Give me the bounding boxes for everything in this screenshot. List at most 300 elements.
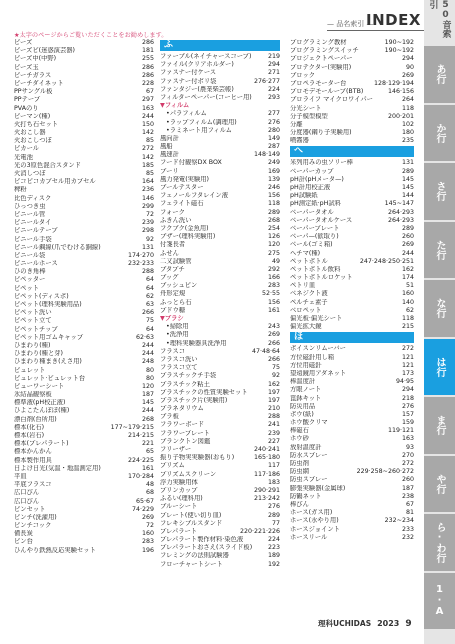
entry-name: 方眼ノート xyxy=(290,386,322,394)
entry-page: 264 xyxy=(401,96,414,104)
catalog-year: 2023 xyxy=(377,619,400,628)
syllabary-tab[interactable]: か行 xyxy=(424,105,455,162)
syllabary-tab[interactable]: は行 xyxy=(424,339,455,396)
entry-name: ベール(ゴミ箱) xyxy=(290,241,333,249)
entry-name: ブランクトン図鑑 xyxy=(160,437,211,445)
header-rule xyxy=(327,30,424,31)
index-entry xyxy=(14,145,154,153)
entry-name: ピペット xyxy=(14,284,40,292)
entry-page: 289 xyxy=(267,511,280,519)
index-entry xyxy=(14,432,154,440)
entry-page: 244 xyxy=(141,350,154,358)
entry-page: 233 xyxy=(401,525,414,533)
entry-page: 224 xyxy=(267,85,280,93)
index-entry xyxy=(160,258,280,266)
index-entry xyxy=(160,503,280,511)
index-entry xyxy=(14,162,154,170)
entry-name: ピペット用ゴムキャップ xyxy=(14,333,84,341)
index-entry xyxy=(14,481,154,489)
entry-page: 94·95 xyxy=(395,378,414,386)
entry-page: 65 xyxy=(145,448,154,456)
index-entry xyxy=(14,547,154,555)
entry-name: ビニール鋼線(爪でむける銅線) xyxy=(14,243,101,251)
entry-page: 224 xyxy=(267,536,280,544)
entry-name: ビニールホース xyxy=(14,260,58,268)
index-entry xyxy=(14,334,154,342)
index-entry xyxy=(160,233,280,241)
entry-name: プラスチックチ手袋 xyxy=(160,372,217,380)
entry-page: 289 xyxy=(267,208,280,216)
entry-name: 標本(化石) xyxy=(14,423,45,431)
entry-name: ピンセット xyxy=(14,505,46,513)
syllabary-tab[interactable]: さ行 xyxy=(424,163,455,220)
index-entry xyxy=(160,413,280,421)
index-entry xyxy=(160,544,280,552)
entry-name: プロジェクトペーパー xyxy=(290,55,353,63)
entry-name: ふっとら石 xyxy=(160,298,192,306)
bold-page-note: ★太字のページからご覧いただくことをお勧めします。 xyxy=(14,32,168,39)
entry-page: 260 xyxy=(401,476,414,484)
entry-name: ホースリール xyxy=(290,533,328,541)
index-entry xyxy=(160,159,280,167)
entry-name: 防災用品 xyxy=(290,402,316,410)
sidebar-title: 50音索引 xyxy=(424,0,455,44)
entry-name: ヘチマ(種) xyxy=(290,249,321,257)
index-entry xyxy=(160,307,280,315)
entry-name: ふせん xyxy=(160,249,179,257)
entry-page: 118 xyxy=(401,315,414,322)
entry-page: 266 xyxy=(141,309,154,317)
entry-page: 268 xyxy=(267,216,280,224)
index-entry xyxy=(14,317,154,325)
index-entry xyxy=(290,282,414,290)
index-entry xyxy=(160,372,280,380)
entry-page: 156 xyxy=(267,192,280,200)
entry-name: 風力発電(実験用) xyxy=(160,175,209,183)
syllabary-tab[interactable]: ら·わ行 xyxy=(424,514,455,571)
entry-page xyxy=(276,315,280,323)
entry-page: 187 xyxy=(141,391,154,399)
entry-name: プレパラートおさえ(スライド板) xyxy=(160,544,253,552)
entry-name: ビューワーシート xyxy=(14,382,65,390)
index-entry xyxy=(290,72,414,80)
index-entry xyxy=(290,241,414,249)
entry-name: 平皿 xyxy=(14,472,27,480)
index-entry xyxy=(14,195,154,203)
entry-name: ブザー(理科実験用) xyxy=(160,233,216,241)
index-entry xyxy=(160,168,280,176)
entry-name: 防虫網 xyxy=(290,468,309,476)
index-entry xyxy=(14,301,154,309)
entry-page: 52·55 xyxy=(261,290,280,298)
entry-page: 283 xyxy=(141,538,154,546)
index-entry xyxy=(160,143,280,151)
entry-name: プログラミング教材 xyxy=(290,39,347,46)
entry-page: 174 xyxy=(401,274,414,282)
entry-name: ビニール袋 xyxy=(14,251,46,259)
entry-page: 144 xyxy=(401,192,414,200)
entry-page: 271 xyxy=(267,69,280,77)
index-entry xyxy=(160,176,280,184)
entry-page: 294 xyxy=(401,386,414,394)
index-entry xyxy=(290,250,414,258)
entry-name: フレミングの法則試験器 xyxy=(160,552,229,560)
entry-page: 80 xyxy=(145,374,154,382)
index-entry xyxy=(290,200,414,208)
entry-name: 光電池 xyxy=(14,153,33,161)
index-entry xyxy=(290,159,414,167)
entry-page: 77 xyxy=(271,519,280,527)
index-entry xyxy=(290,274,414,282)
entry-page: 227 xyxy=(267,437,280,445)
entry-name: ビーズ玉 xyxy=(14,63,39,71)
index-entry xyxy=(160,127,280,135)
entry-name: ブロック xyxy=(290,71,316,79)
entry-page: 157 xyxy=(401,410,414,418)
entry-page: 48 xyxy=(145,481,154,489)
entry-name: ビュレット·ビュレット台 xyxy=(14,374,86,382)
entry-name: 光の3原色混合スタンド xyxy=(14,161,81,169)
entry-page: 232 xyxy=(401,533,414,541)
entry-page: 170·284 xyxy=(127,472,154,480)
entry-page: 169 xyxy=(267,167,280,175)
index-entry xyxy=(290,88,414,96)
index-entry xyxy=(290,290,414,298)
entry-page: 146·156 xyxy=(387,88,414,96)
entry-page: 181 xyxy=(141,47,154,55)
index-entry xyxy=(290,233,414,241)
index-entry xyxy=(290,209,414,217)
syllabary-tab[interactable]: や行 xyxy=(424,456,455,513)
index-entry xyxy=(14,407,154,415)
index-entry xyxy=(290,485,414,493)
entry-name: ペットボトル xyxy=(290,257,328,265)
entry-page: 49 xyxy=(271,257,280,265)
entry-page: 67 xyxy=(405,500,414,508)
entry-name: ベーパーカップ xyxy=(290,167,334,175)
entry-name: ベーパータオルケース xyxy=(290,216,353,224)
entry-page: 286 xyxy=(141,39,154,46)
index-entry xyxy=(14,440,154,448)
entry-page: 268 xyxy=(141,415,154,423)
entry-name: pH測定紙·pH試料 xyxy=(290,200,341,208)
entry-page: 67 xyxy=(145,88,154,96)
entry-name: ふきん洗い xyxy=(160,216,192,224)
entry-page: 235 xyxy=(401,137,414,145)
index-entry xyxy=(290,225,414,233)
entry-page: 276·277 xyxy=(253,77,280,85)
entry-page: 62·63 xyxy=(135,333,154,341)
entry-page: 92 xyxy=(271,372,280,380)
entry-page: 190~192 xyxy=(384,39,414,46)
index-entry xyxy=(160,561,280,569)
entry-page: 294 xyxy=(267,61,280,69)
entry-page: 196 xyxy=(141,546,154,554)
entry-name: 付箋長者 xyxy=(160,241,186,249)
entry-name: ファーブル(ネイチャースコープ) xyxy=(160,53,252,60)
entry-name: フクブク(金魚用) xyxy=(160,224,209,232)
entry-name: ひよこたんぽぽ(種) xyxy=(14,407,70,415)
entry-page: 288 xyxy=(141,268,154,276)
entry-name: PPサングル板 xyxy=(14,88,53,96)
entry-page: 161 xyxy=(267,306,280,314)
entry-page: 228 xyxy=(141,79,154,87)
entry-name: ビーズ中(中野) xyxy=(14,55,57,63)
entry-name: 放射温度計 xyxy=(290,443,322,451)
entry-page: 232·233 xyxy=(127,260,154,268)
entry-name: ピペッター xyxy=(14,276,46,284)
entry-name: プラネタリウム xyxy=(160,405,204,413)
entry-page: 269 xyxy=(401,241,414,249)
entry-name: ▼フィルム xyxy=(160,102,190,110)
index-entry xyxy=(290,411,414,419)
brand-logo: 理科UCHIDAS xyxy=(318,619,372,628)
entry-name: ブタプチ xyxy=(160,265,185,273)
entry-name: ホース(ガス用) xyxy=(290,509,333,517)
entry-name: ビーチガラス xyxy=(14,71,52,79)
syllabary-tab[interactable]: ま行 xyxy=(424,397,455,454)
entry-name: ひのき角棒 xyxy=(14,268,46,276)
entry-page: 131 xyxy=(401,159,414,167)
index-entry xyxy=(14,530,154,538)
entry-page: 197 xyxy=(267,388,280,396)
index-entry xyxy=(160,225,280,233)
entry-name: ブッシュピン xyxy=(160,282,198,290)
entry-page: 190~192 xyxy=(384,47,414,55)
index-entry xyxy=(14,522,154,530)
index-entry xyxy=(14,457,154,465)
entry-name: ブルーシート xyxy=(160,503,198,511)
entry-name: フリーザー xyxy=(160,446,192,453)
entry-name: ベーパ—(歓取り) xyxy=(290,233,339,241)
index-entry xyxy=(290,258,414,266)
syllabary-tab[interactable]: 1·A xyxy=(424,573,455,630)
entry-name: ひまわり(種) xyxy=(14,341,51,349)
index-entry xyxy=(160,135,280,143)
entry-page: 286 xyxy=(141,63,154,71)
entry-name: pH計用校正液 xyxy=(290,184,331,191)
index-entry xyxy=(160,250,280,258)
entry-name: ビニール手袋 xyxy=(14,235,52,243)
index-entry xyxy=(290,345,414,353)
entry-name: 分子模型模型 xyxy=(290,112,328,120)
entry-page: 197 xyxy=(267,396,280,404)
entry-name: ビーズ xyxy=(14,39,33,46)
index-entry xyxy=(290,315,414,323)
entry-name: フレキシブルスタンド xyxy=(160,519,223,527)
index-entry xyxy=(14,375,154,383)
index-entry xyxy=(290,184,414,192)
entry-name: ビン台 xyxy=(14,538,33,546)
entry-name: 漂白剤(台所用) xyxy=(14,415,57,423)
entry-page: 120 xyxy=(267,241,280,249)
index-entry xyxy=(290,476,414,484)
entry-name: ピンチコック xyxy=(14,522,52,530)
entry-page: 51 xyxy=(405,282,414,290)
index-entry xyxy=(160,446,280,454)
index-entry xyxy=(14,244,154,252)
entry-name: ビカール xyxy=(14,145,40,153)
entry-name: 防虫剤 xyxy=(290,460,309,467)
entry-page: 272 xyxy=(401,345,414,353)
entry-page: 290·291 xyxy=(253,486,280,494)
index-entry xyxy=(14,236,154,244)
index-entry xyxy=(160,340,280,348)
index-entry xyxy=(14,47,154,55)
syllabary-tab[interactable]: あ行 xyxy=(424,46,455,103)
entry-name: 棒磁石 xyxy=(290,427,309,435)
entry-name: プレパラート xyxy=(160,527,198,535)
entry-name: ベネジクト液 xyxy=(290,290,328,298)
index-entry xyxy=(160,299,280,307)
index-entry xyxy=(290,121,414,129)
index-entry xyxy=(160,397,280,405)
index-entry xyxy=(14,293,154,301)
entry-name: フローチャートシート xyxy=(160,560,223,568)
index-entry xyxy=(14,178,154,186)
entry-name: 分光シート xyxy=(290,104,322,112)
entry-name: ビュレット xyxy=(14,366,46,374)
entry-name: 火おこし器 xyxy=(14,129,46,137)
entry-name: ホウ酸クリマ xyxy=(290,419,328,427)
entry-page: 276 xyxy=(267,503,280,511)
index-entry xyxy=(14,506,154,514)
index-entry xyxy=(160,53,280,61)
entry-name: 米列用みの虫ソリー棒 xyxy=(290,159,353,167)
index-entry xyxy=(14,538,154,546)
entry-page: 180 xyxy=(401,129,414,137)
index-entry xyxy=(160,536,280,544)
entry-name: 噴霧器 xyxy=(290,137,309,145)
entry-page: 244 xyxy=(141,112,154,120)
entry-page: 118 xyxy=(267,200,280,208)
entry-name: 日よけ日光(気温・地温測定用) xyxy=(14,464,101,472)
entry-page: 286 xyxy=(141,71,154,79)
entry-page: 260 xyxy=(401,233,414,241)
index-entry xyxy=(14,350,154,358)
entry-page: 142 xyxy=(141,153,154,161)
index-entry xyxy=(160,290,280,298)
entry-name: ホウ砂 xyxy=(290,435,309,443)
syllabary-tab[interactable]: た行 xyxy=(424,222,455,279)
entry-page: 215 xyxy=(401,323,414,331)
entry-name: ピペット立て xyxy=(14,317,52,325)
entry-page: 224·225 xyxy=(127,456,154,464)
entry-name: 標本製作用具 xyxy=(14,456,52,464)
entry-page: 90 xyxy=(405,63,414,71)
entry-page: 131 xyxy=(141,243,154,251)
entry-name: 棒温度計 xyxy=(290,378,316,386)
entry-page: 241 xyxy=(267,421,280,429)
entry-page: 246 xyxy=(267,184,280,191)
entry-page: 85 xyxy=(145,170,154,177)
entry-name: ペトリ皿 xyxy=(290,282,316,290)
entry-name: 分度器(鋼り子実験用) xyxy=(290,129,352,137)
entry-name: 振り子物実実験器(おもり) xyxy=(160,454,235,462)
entry-name: フェノールフタレイン液 xyxy=(160,192,229,200)
index-entry xyxy=(160,454,280,462)
index-entry xyxy=(14,514,154,522)
index-entry xyxy=(160,266,280,274)
entry-name: 備長炭 xyxy=(14,530,33,538)
index-entry xyxy=(290,217,414,225)
entry-name: 標本(岩石) xyxy=(14,432,45,439)
entry-page: 292 xyxy=(267,265,280,273)
entry-name: ▼プラシ xyxy=(160,315,184,322)
index-entry xyxy=(290,192,414,200)
section-header: へ xyxy=(290,146,414,157)
index-entry xyxy=(14,129,154,137)
entry-name: プロテクター(実験用) xyxy=(290,63,352,71)
entry-name: ピペット(理科実験用品) xyxy=(14,301,82,308)
index-entry xyxy=(14,55,154,63)
entry-page: 183 xyxy=(267,478,280,486)
index-entry xyxy=(14,154,154,162)
entry-name: プリンカップ xyxy=(160,486,198,494)
entry-name: プラスチックの性質実験セット xyxy=(160,388,248,396)
entry-name: 比色ディスク xyxy=(14,194,52,202)
index-entry xyxy=(14,391,154,399)
entry-page: 270 xyxy=(401,451,414,459)
index-entry xyxy=(290,39,414,47)
entry-name: 二又試験管 xyxy=(160,257,192,265)
entry-page: 163 xyxy=(401,435,414,443)
index-entry xyxy=(14,489,154,497)
index-column-2 xyxy=(160,39,280,569)
entry-page: 220·221·226 xyxy=(239,527,280,535)
entry-page: 244 xyxy=(141,407,154,415)
index-entry xyxy=(160,348,280,356)
entry-name: ボイスンリムーバー xyxy=(290,345,346,353)
entry-page: 214·215 xyxy=(127,432,154,439)
index-entry xyxy=(14,64,154,72)
entry-name: 広口びん xyxy=(14,497,40,505)
entry-page: 121 xyxy=(401,361,414,369)
index-entry xyxy=(290,307,414,315)
syllabary-tab[interactable]: な行 xyxy=(424,280,455,337)
entry-page: 75 xyxy=(145,317,154,325)
index-entry xyxy=(290,64,414,72)
index-entry xyxy=(14,358,154,366)
index-entry xyxy=(290,47,414,55)
entry-name: ビーマン(種) xyxy=(14,112,51,120)
entry-page: 150 xyxy=(141,120,154,128)
entry-name: ビーズビ(迷惑演芸器) xyxy=(14,47,76,55)
index-entry xyxy=(14,105,154,113)
index-entry xyxy=(160,274,280,282)
entry-name: 氷結晶観察板 xyxy=(14,391,52,399)
entry-page: 219 xyxy=(267,53,280,60)
entry-name: フラスコ xyxy=(160,347,185,355)
entry-name: •洗浄用 xyxy=(166,331,189,339)
entry-name: ひまわり(種と芽) xyxy=(14,350,63,358)
index-entry xyxy=(290,435,414,443)
entry-page: 185 xyxy=(141,161,154,169)
entry-page: 65·67 xyxy=(135,497,154,505)
index-entry xyxy=(290,378,414,386)
entry-page: 236 xyxy=(141,186,154,194)
index-entry xyxy=(290,460,414,468)
entry-name: 偏光板·偏光シート xyxy=(290,315,343,322)
entry-page: 283 xyxy=(267,282,280,290)
index-entry xyxy=(290,509,414,517)
entry-page: 120 xyxy=(141,382,154,390)
entry-name: ベロペット xyxy=(290,306,322,314)
entry-page: 85 xyxy=(145,137,154,145)
entry-page: 298 xyxy=(141,227,154,235)
entry-page: 117 xyxy=(267,462,280,470)
entry-name: ブールテスター xyxy=(160,184,204,191)
